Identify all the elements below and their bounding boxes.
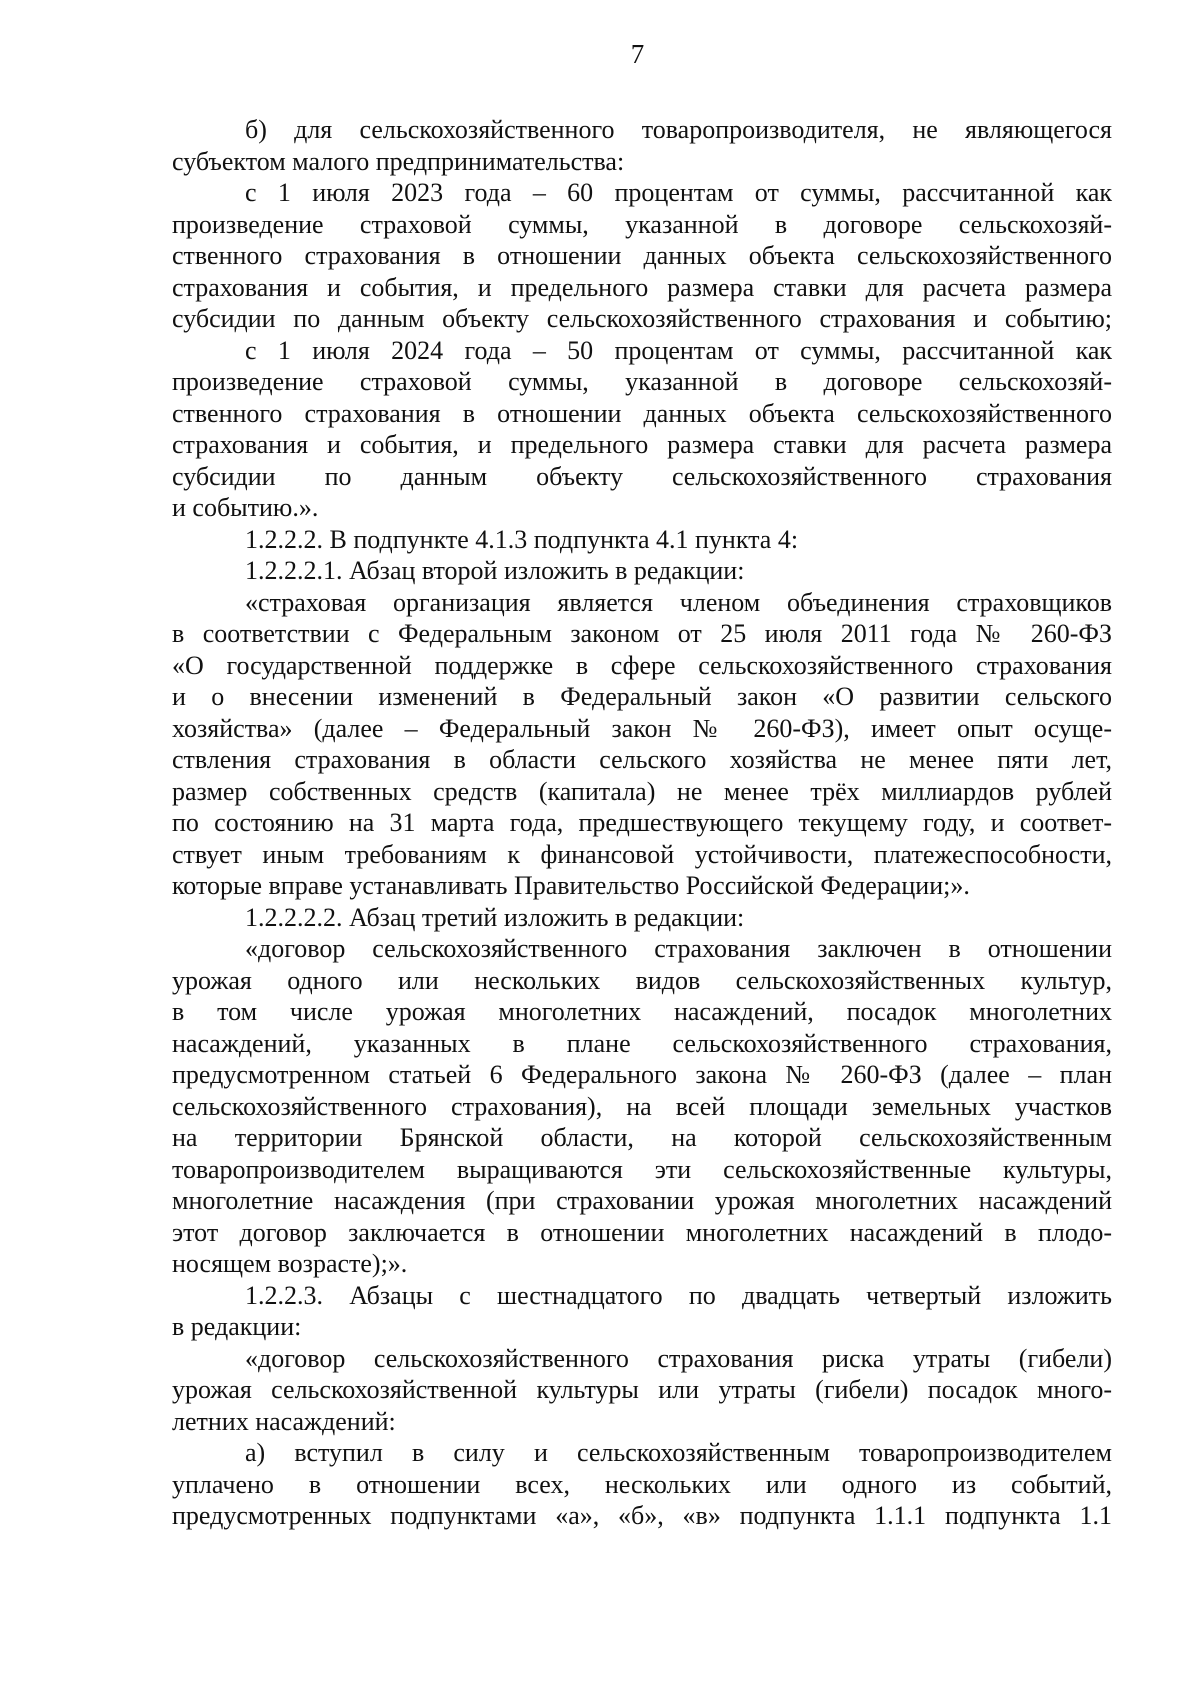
- text-line: размер собственных средств (капитала) не менее трёх миллиардов рублей: [172, 776, 1112, 806]
- text-line: и о внесении изменений в Федеральный закон «О развитии сельского: [172, 682, 1112, 711]
- text-line: с 1 июля 2024 года – 50 процентам от суммы, рассчитанной как: [245, 335, 1112, 365]
- text-line: ственного страхования в отношении данных объекта сельскохозяйственного: [172, 241, 1112, 270]
- text-line: 1.2.2.2.2. Абзац третий изложить в редакции:: [245, 902, 745, 932]
- text-line: сельскохозяйственного страхования), на всей площади земельных участков: [172, 1091, 1112, 1121]
- text-line: «договор сельскохозяйственного страхования заключен в отношении: [245, 934, 1112, 963]
- text-line: произведение страховой суммы, указанной в договоре сельскохозяй-: [172, 209, 1112, 239]
- text-line: товаропроизводителем выращиваются эти сельскохозяйственные культуры,: [172, 1154, 1112, 1184]
- text-line: 1.2.2.2. В подпункте 4.1.3 подпункта 4.1 пункта 4:: [245, 524, 799, 554]
- text-line: летних насаждений:: [172, 1406, 396, 1436]
- text-line: ствления страхования в области сельского хозяйства не менее пяти лет,: [172, 745, 1112, 774]
- text-line: б) для сельскохозяйственного товаропроизводителя, не являющегося: [245, 115, 1112, 144]
- text-line: субсидии по данным объекту сельскохозяйственного страхования и событию;: [172, 304, 1112, 333]
- text-line: а) вступил в силу и сельскохозяйственным товаропроизводителем: [245, 1438, 1112, 1467]
- text-line: в том числе урожая многолетних насаждений, посадок многолетних: [172, 997, 1112, 1026]
- text-line: «страховая организация является членом объединения страховщиков: [245, 587, 1112, 617]
- page-number: 7: [630, 39, 645, 69]
- text-line: насаждений, указанных в плане сельскохозяйственного страхования,: [172, 1028, 1112, 1058]
- text-line: ственного страхования в отношении данных объекта сельскохозяйственного: [172, 398, 1112, 428]
- text-line: и событию.».: [172, 493, 319, 522]
- text-line: произведение страховой суммы, указанной в договоре сельскохозяй-: [172, 367, 1112, 396]
- text-line: предусмотренных подпунктами «а», «б», «в» подпункта 1.1.1 подпункта 1.1: [172, 1501, 1112, 1530]
- text-line: уплачено в отношении всех, нескольких или одного из событий,: [172, 1469, 1112, 1499]
- text-line: с 1 июля 2023 года – 60 процентам от суммы, рассчитанной как: [245, 178, 1112, 207]
- text-line: этот договор заключается в отношении многолетних насаждений в плодо-: [172, 1217, 1112, 1247]
- text-line: субъектом малого предпринимательства:: [172, 146, 625, 176]
- text-line: хозяйства» (далее – Федеральный закон № 260-ФЗ), имеет опыт осуще-: [172, 713, 1112, 743]
- text-line: страхования и события, и предельного размера ставки для расчета размера: [172, 272, 1112, 302]
- text-line: 1.2.2.2.1. Абзац второй изложить в редакции:: [245, 556, 745, 585]
- text-line: «О государственной поддержке в сфере сельскохозяйственного страхования: [172, 650, 1112, 680]
- text-line: предусмотренном статьей 6 Федерального закона № 260-ФЗ (далее – план: [172, 1060, 1112, 1089]
- text-line: носящем возрасте);».: [172, 1249, 408, 1278]
- text-line: урожая одного или нескольких видов сельскохозяйственных культур,: [172, 965, 1112, 995]
- text-line: многолетние насаждения (при страховании урожая многолетних насаждений: [172, 1186, 1112, 1215]
- document-body: [172, 114, 1112, 1532]
- text-line: урожая сельскохозяйственной культуры или утраты (гибели) посадок много-: [172, 1375, 1112, 1404]
- text-line: в соответствии с Федеральным законом от 25 июля 2011 года № 260-ФЗ: [172, 619, 1112, 648]
- text-line: которые вправе устанавливать Правительство Российской Федерации;».: [172, 871, 970, 900]
- text-line: 1.2.2.3. Абзацы с шестнадцатого по двадцать четвертый изложить: [245, 1280, 1112, 1310]
- text-line: субсидии по данным объекту сельскохозяйственного страхования: [172, 461, 1112, 491]
- text-line: в редакции:: [172, 1312, 302, 1341]
- text-line: «договор сельскохозяйственного страхования риска утраты (гибели): [245, 1343, 1112, 1373]
- text-line: ствует иным требованиям к финансовой устойчивости, платежеспособности,: [172, 839, 1112, 869]
- text-line: страхования и события, и предельного размера ставки для расчета размера: [172, 430, 1112, 459]
- text-line: по состоянию на 31 марта года, предшествующего текущему году, и соответ-: [172, 808, 1112, 837]
- text-line: на территории Брянской области, на которой сельскохозяйственным: [172, 1123, 1112, 1152]
